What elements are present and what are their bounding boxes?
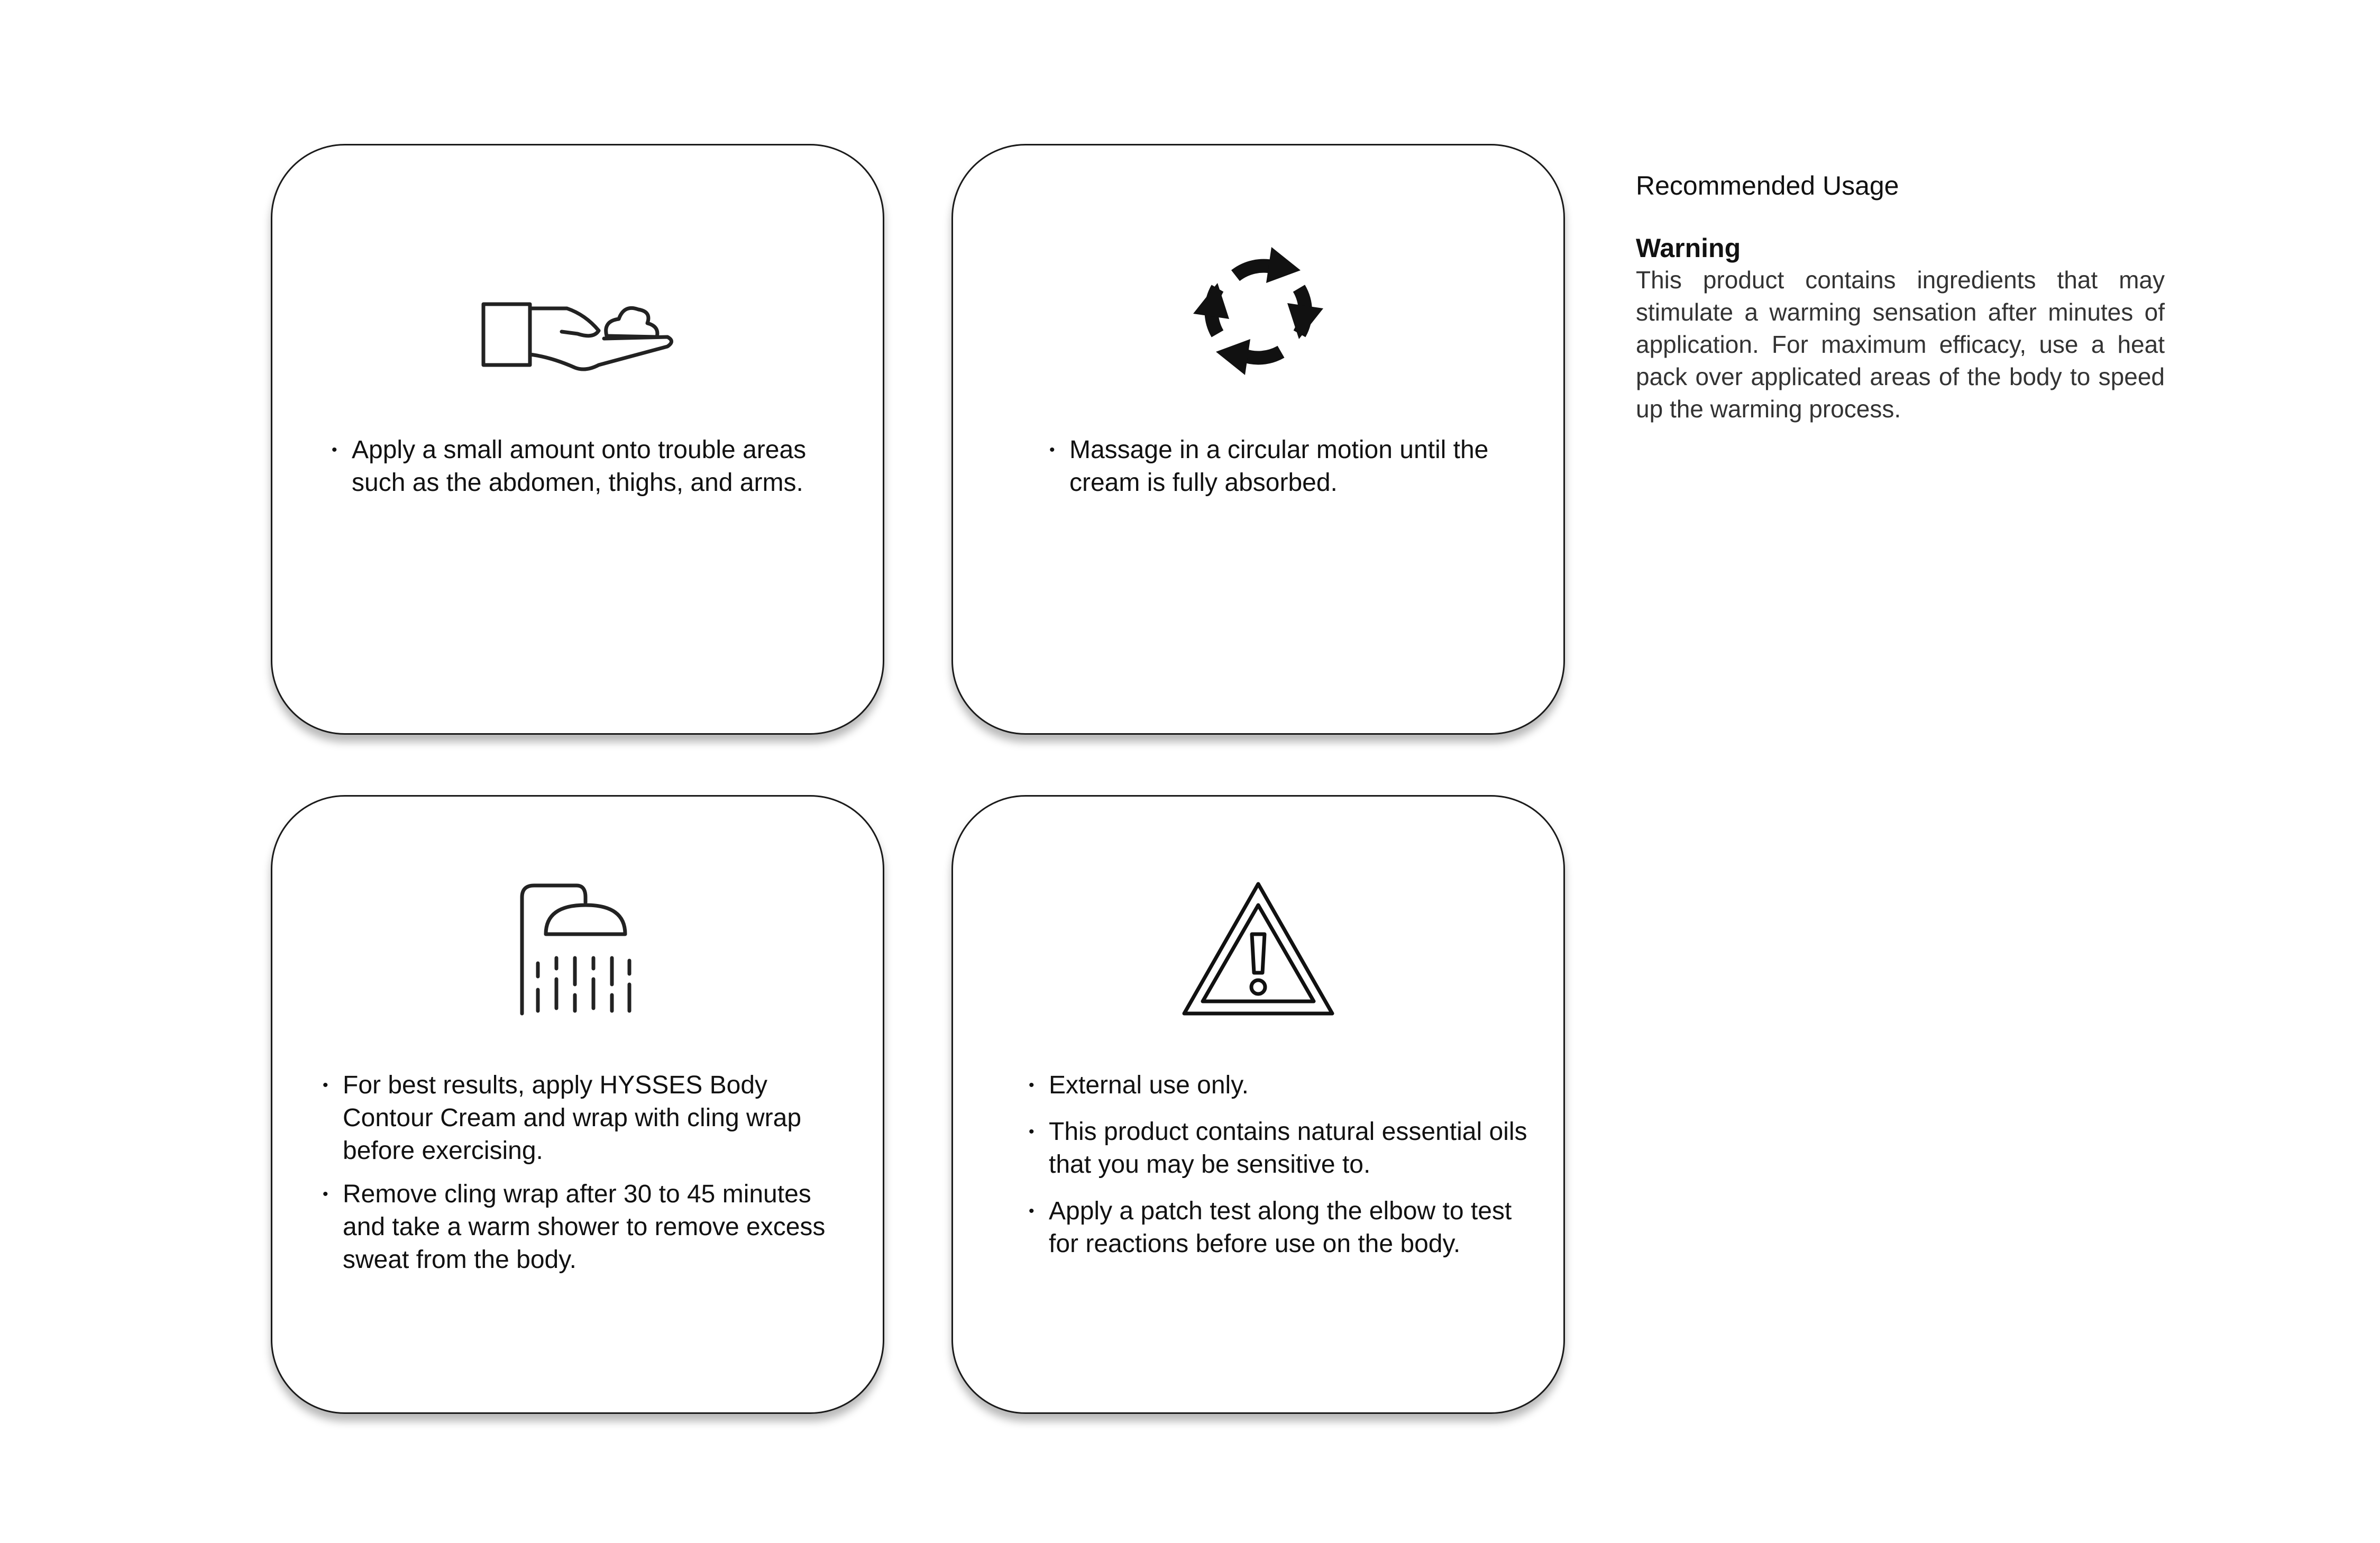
shower-icon [514,881,641,1019]
card-bullets [1049,434,1536,510]
warning-triangle-icon [1179,879,1338,1021]
bullet-item: • Remove cling wrap after 30 to 45 minutes and take a warm shower to remove excess sweat from the body. [323,1178,852,1276]
usage-card-wrap [271,795,884,1414]
usage-card-warnings [951,795,1565,1414]
warning-heading: Warning [1636,233,1741,263]
usage-card-massage [951,144,1565,735]
card-bullets [332,434,850,510]
bullet-item: • This product contains natural essential oils that you may be sensitive to. [1029,1116,1547,1181]
recommended-usage-panel [1636,168,2165,425]
bullet-item: • Apply a small amount onto trouble areas such as the abdomen, thighs, and arms. [332,434,850,499]
bullet-item: • External use only. [1029,1069,1547,1102]
bullet-item: • Apply a patch test along the elbow to test for reactions before use on the body. [1029,1195,1547,1261]
recommended-usage-title: Recommended Usage [1636,171,1899,200]
hand-cream-icon [477,288,678,378]
circular-arrows-icon [1187,240,1330,382]
bullet-item: • For best results, apply HYSSES Body Contour Cream and wrap with cling wrap before exercising. [323,1069,852,1167]
bullet-item: • Massage in a circular motion until the cream is fully absorbed. [1049,434,1536,499]
card-bullets [1029,1069,1547,1274]
usage-card-apply [271,144,884,735]
card-bullets [323,1069,852,1287]
warning-text: This product contains ingredients that may stimulate a warming sensation after minutes of application. For maximum efficacy, use a heat pack over applicated areas of the body to speed up the warming process. [1636,266,2165,423]
